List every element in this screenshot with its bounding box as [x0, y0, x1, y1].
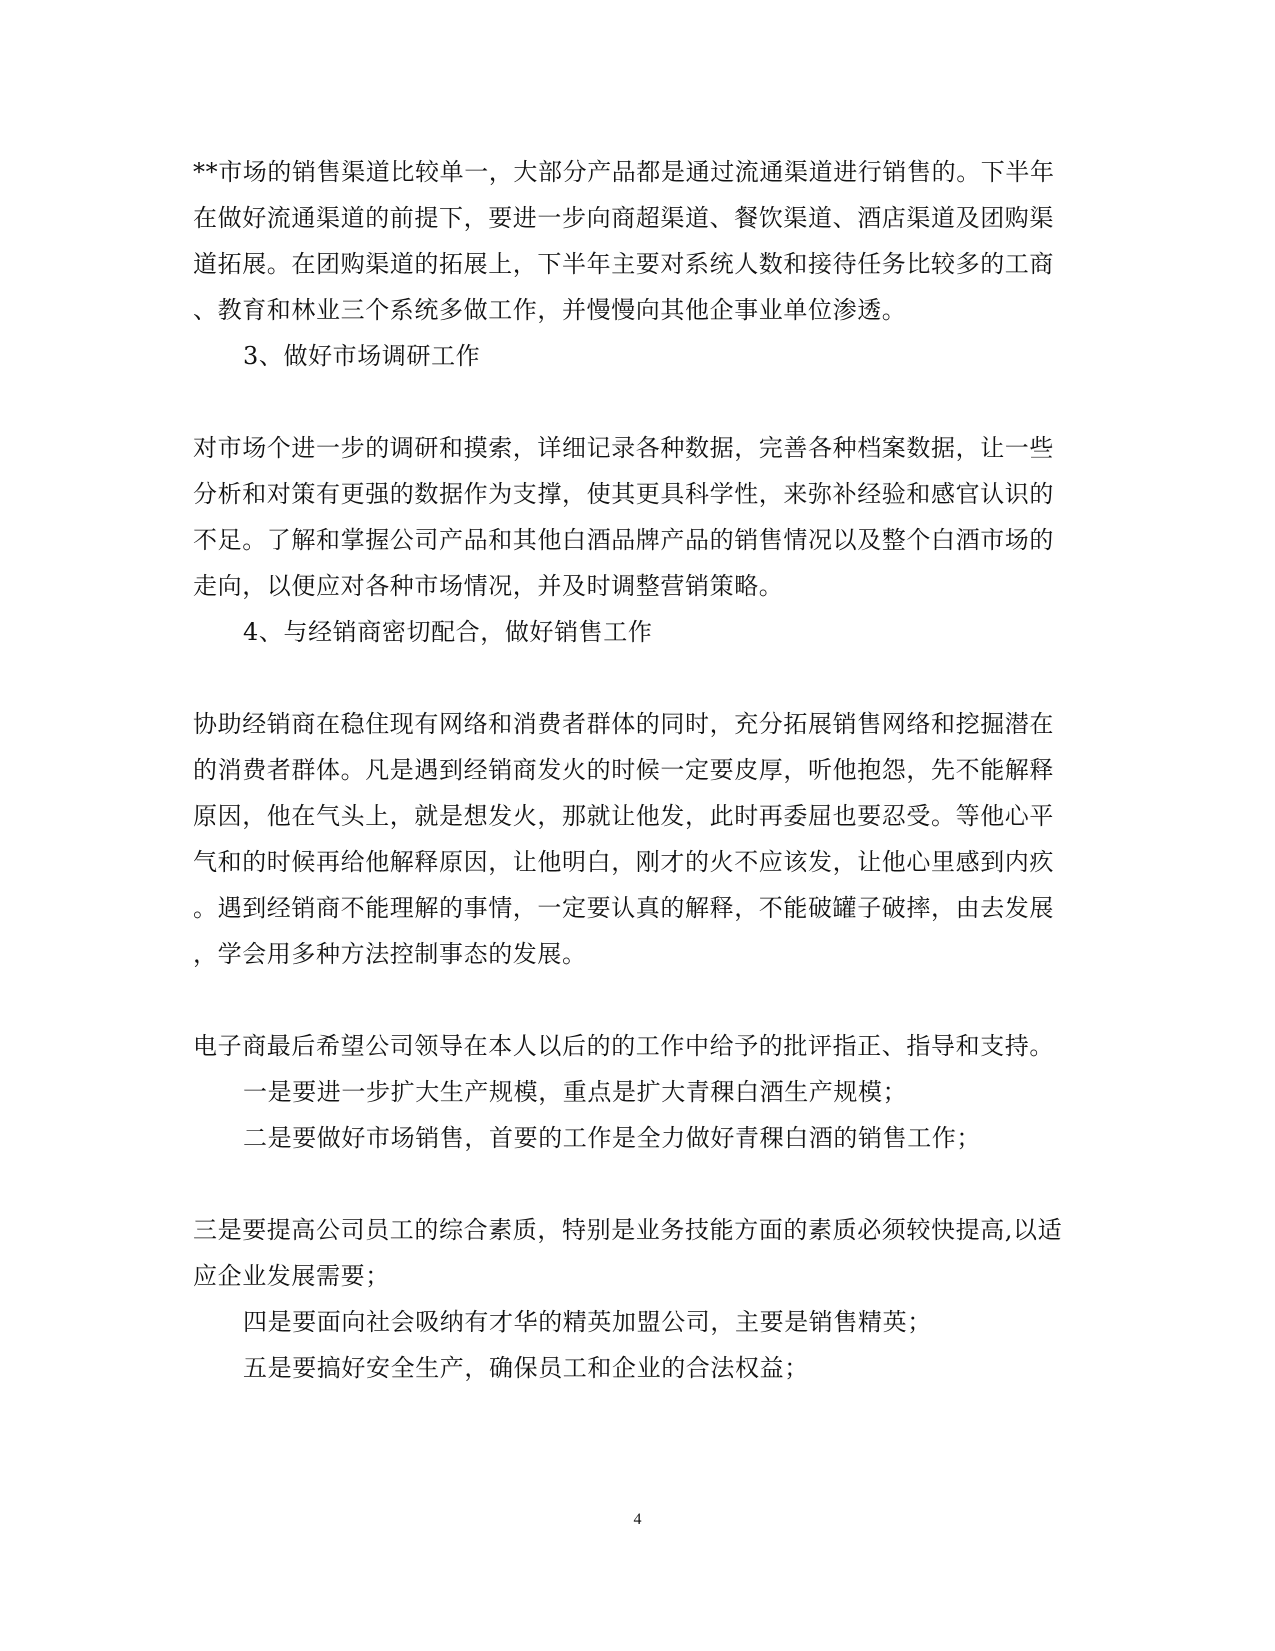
list-item: 一是要进一步扩大生产规模，重点是扩大青稞白酒生产规模；: [243, 1078, 908, 1106]
paragraph-line: **市场的销售渠道比较单一，大部分产品都是通过流通渠道进行销售的。下半年: [193, 158, 1055, 186]
paragraph-line: 。遇到经销商不能理解的事情，一定要认真的解释，不能破罐子破摔，由去发展: [193, 894, 1054, 922]
list-item: 三是要提高公司员工的综合素质，特别是业务技能方面的素质必须较快提高,以适: [193, 1216, 1063, 1244]
section-heading: 4、与经销商密切配合，做好销售工作: [243, 618, 653, 646]
paragraph-line: 在做好流通渠道的前提下，要进一步向商超渠道、餐饮渠道、酒店渠道及团购渠: [193, 204, 1054, 232]
paragraph-line: 原因，他在气头上，就是想发火，那就让他发，此时再委屈也要忍受。等他心平: [193, 802, 1054, 830]
paragraph-line: 协助经销商在稳住现有网络和消费者群体的同时，充分拓展销售网络和挖掘潜在: [193, 710, 1054, 738]
paragraph-line: 不足。了解和掌握公司产品和其他白酒品牌产品的销售情况以及整个白酒市场的: [193, 526, 1054, 554]
list-item-continuation: 应企业发展需要；: [193, 1262, 390, 1290]
list-item: 五是要搞好安全生产，确保员工和企业的合法权益；: [243, 1354, 809, 1382]
paragraph-line: 分析和对策有更强的数据作为支撑，使其更具科学性，来弥补经验和感官认识的: [193, 480, 1054, 508]
paragraph-line: ，学会用多种方法控制事态的发展。: [193, 940, 587, 968]
section-heading: 3、做好市场调研工作: [243, 342, 481, 370]
paragraph-line: 对市场个进一步的调研和摸索，详细记录各种数据，完善各种档案数据，让一些: [193, 434, 1054, 462]
page-number: 4: [633, 1511, 642, 1528]
paragraph-line: 气和的时候再给他解释原因，让他明白，刚才的火不应该发，让他心里感到内疚: [193, 848, 1054, 876]
list-item: 二是要做好市场销售，首要的工作是全力做好青稞白酒的销售工作；: [243, 1124, 981, 1152]
paragraph-line: 电子商最后希望公司领导在本人以后的的工作中给予的批评指正、指导和支持。: [193, 1032, 1054, 1060]
paragraph-line: 的消费者群体。凡是遇到经销商发火的时候一定要皮厚，听他抱怨，先不能解释: [193, 756, 1054, 784]
paragraph-line: 道拓展。在团购渠道的拓展上，下半年主要对系统人数和接待任务比较多的工商: [193, 250, 1054, 278]
paragraph-line: 、教育和林业三个系统多做工作，并慢慢向其他企事业单位渗透。: [193, 296, 907, 324]
paragraph-line: 走向，以便应对各种市场情况，并及时调整营销策略。: [193, 572, 784, 600]
list-item: 四是要面向社会吸纳有才华的精英加盟公司，主要是销售精英；: [243, 1308, 932, 1336]
